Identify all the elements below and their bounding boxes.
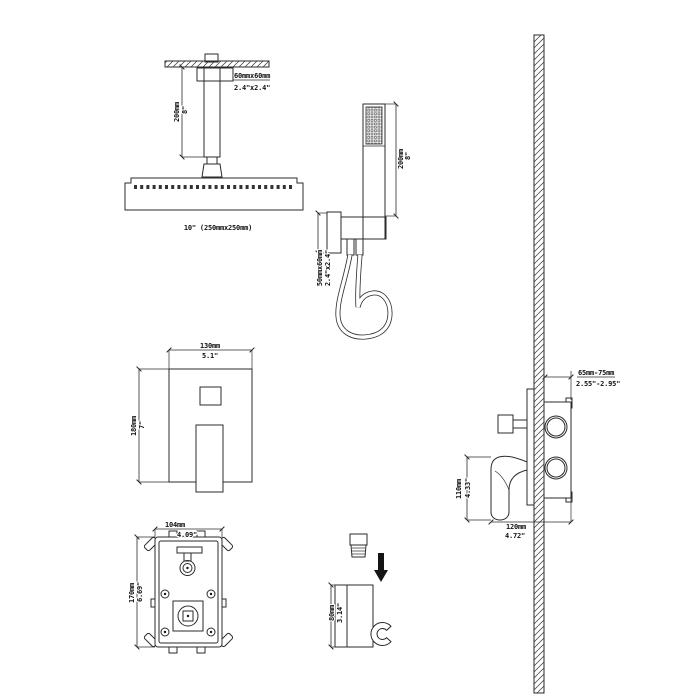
arm-length-mm-label: 200mm bbox=[173, 101, 181, 123]
wand-length-in-label: 8" bbox=[404, 151, 412, 161]
diverter-button bbox=[200, 387, 221, 405]
wall-cross-section-diagram bbox=[455, 35, 620, 693]
screw-dot bbox=[164, 593, 166, 595]
handle-height-in-label: 4.33" bbox=[464, 477, 472, 499]
wall-hatch bbox=[534, 35, 544, 693]
lever-handle bbox=[491, 456, 527, 520]
wall-depth-mm-label: 65mm-75mm bbox=[578, 369, 615, 377]
side-port-left bbox=[151, 599, 155, 607]
down-arrow-icon bbox=[374, 553, 388, 582]
cartridge-center bbox=[187, 615, 189, 617]
ceiling-flange bbox=[197, 68, 233, 81]
wall-trim-plate bbox=[527, 389, 534, 505]
wall-depth-in-label: 2.55"-2.95" bbox=[576, 380, 621, 388]
rough-in-valve-diagram bbox=[128, 521, 233, 653]
diverter-knob bbox=[498, 415, 513, 433]
plate-height-mm-label: 180mm bbox=[130, 415, 138, 437]
screw-dot bbox=[164, 631, 166, 633]
body-width-in-label: 4.72" bbox=[504, 532, 526, 540]
handle-height-mm-label: 110mm bbox=[455, 478, 463, 500]
ball-joint bbox=[202, 164, 222, 177]
bracket-height-mm-label: 80mm bbox=[328, 604, 336, 622]
side-port-right bbox=[222, 599, 226, 607]
connector-and-bracket-diagram bbox=[328, 534, 391, 647]
flange-size-mm-label: 60mmx60mm bbox=[234, 72, 271, 80]
rain-shower-head bbox=[125, 178, 303, 210]
box-width-mm-label: 104mm bbox=[164, 521, 186, 529]
arm-connector bbox=[207, 157, 217, 164]
wand-length-mm-label: 200mm bbox=[397, 148, 405, 170]
head-size-label: 10" (250mmx250mm) bbox=[183, 224, 253, 232]
box-height-mm-label: 170mm bbox=[128, 582, 136, 604]
flange-size-in-label: 2.4"x2.4" bbox=[234, 84, 271, 92]
box-width-in-label: 4.09" bbox=[176, 531, 198, 539]
arm-length-in-label: 8" bbox=[181, 105, 189, 115]
hose-connector-cup bbox=[350, 534, 367, 545]
wall-elbow-plate bbox=[327, 212, 341, 253]
shower-hose-core bbox=[338, 255, 390, 337]
plate-width-mm-label: 130mm bbox=[199, 342, 221, 350]
top-port-center bbox=[186, 567, 188, 569]
cartridge-port-bottom bbox=[545, 457, 567, 479]
trim-handle bbox=[196, 425, 223, 492]
bracket-height-in-label: 3.14" bbox=[336, 602, 344, 624]
diverter-stem bbox=[513, 420, 527, 428]
plate-height-in-label: 7" bbox=[138, 420, 146, 430]
spray-face bbox=[366, 107, 382, 144]
plate-width-in-label: 5.1" bbox=[201, 352, 219, 360]
ceiling-rain-shower-diagram bbox=[125, 54, 303, 232]
ceiling-hatch bbox=[165, 61, 269, 67]
handshower-clip bbox=[371, 623, 391, 646]
screw-dot bbox=[210, 631, 212, 633]
hose-nut-right bbox=[356, 239, 363, 255]
box-height-in-label: 6.69" bbox=[136, 581, 144, 603]
valve-trim-plate-diagram bbox=[130, 342, 252, 492]
screw-dot bbox=[210, 593, 212, 595]
hand-shower-diagram bbox=[316, 104, 412, 337]
body-width-mm-label: 120mm bbox=[505, 523, 527, 531]
hose-nut-left bbox=[347, 239, 354, 255]
cartridge-port-top bbox=[545, 416, 567, 438]
elbow-size-mm-label: 50mmx60mm bbox=[316, 249, 324, 287]
elbow-size-in-label: 2.4"x2.4" bbox=[324, 249, 332, 287]
